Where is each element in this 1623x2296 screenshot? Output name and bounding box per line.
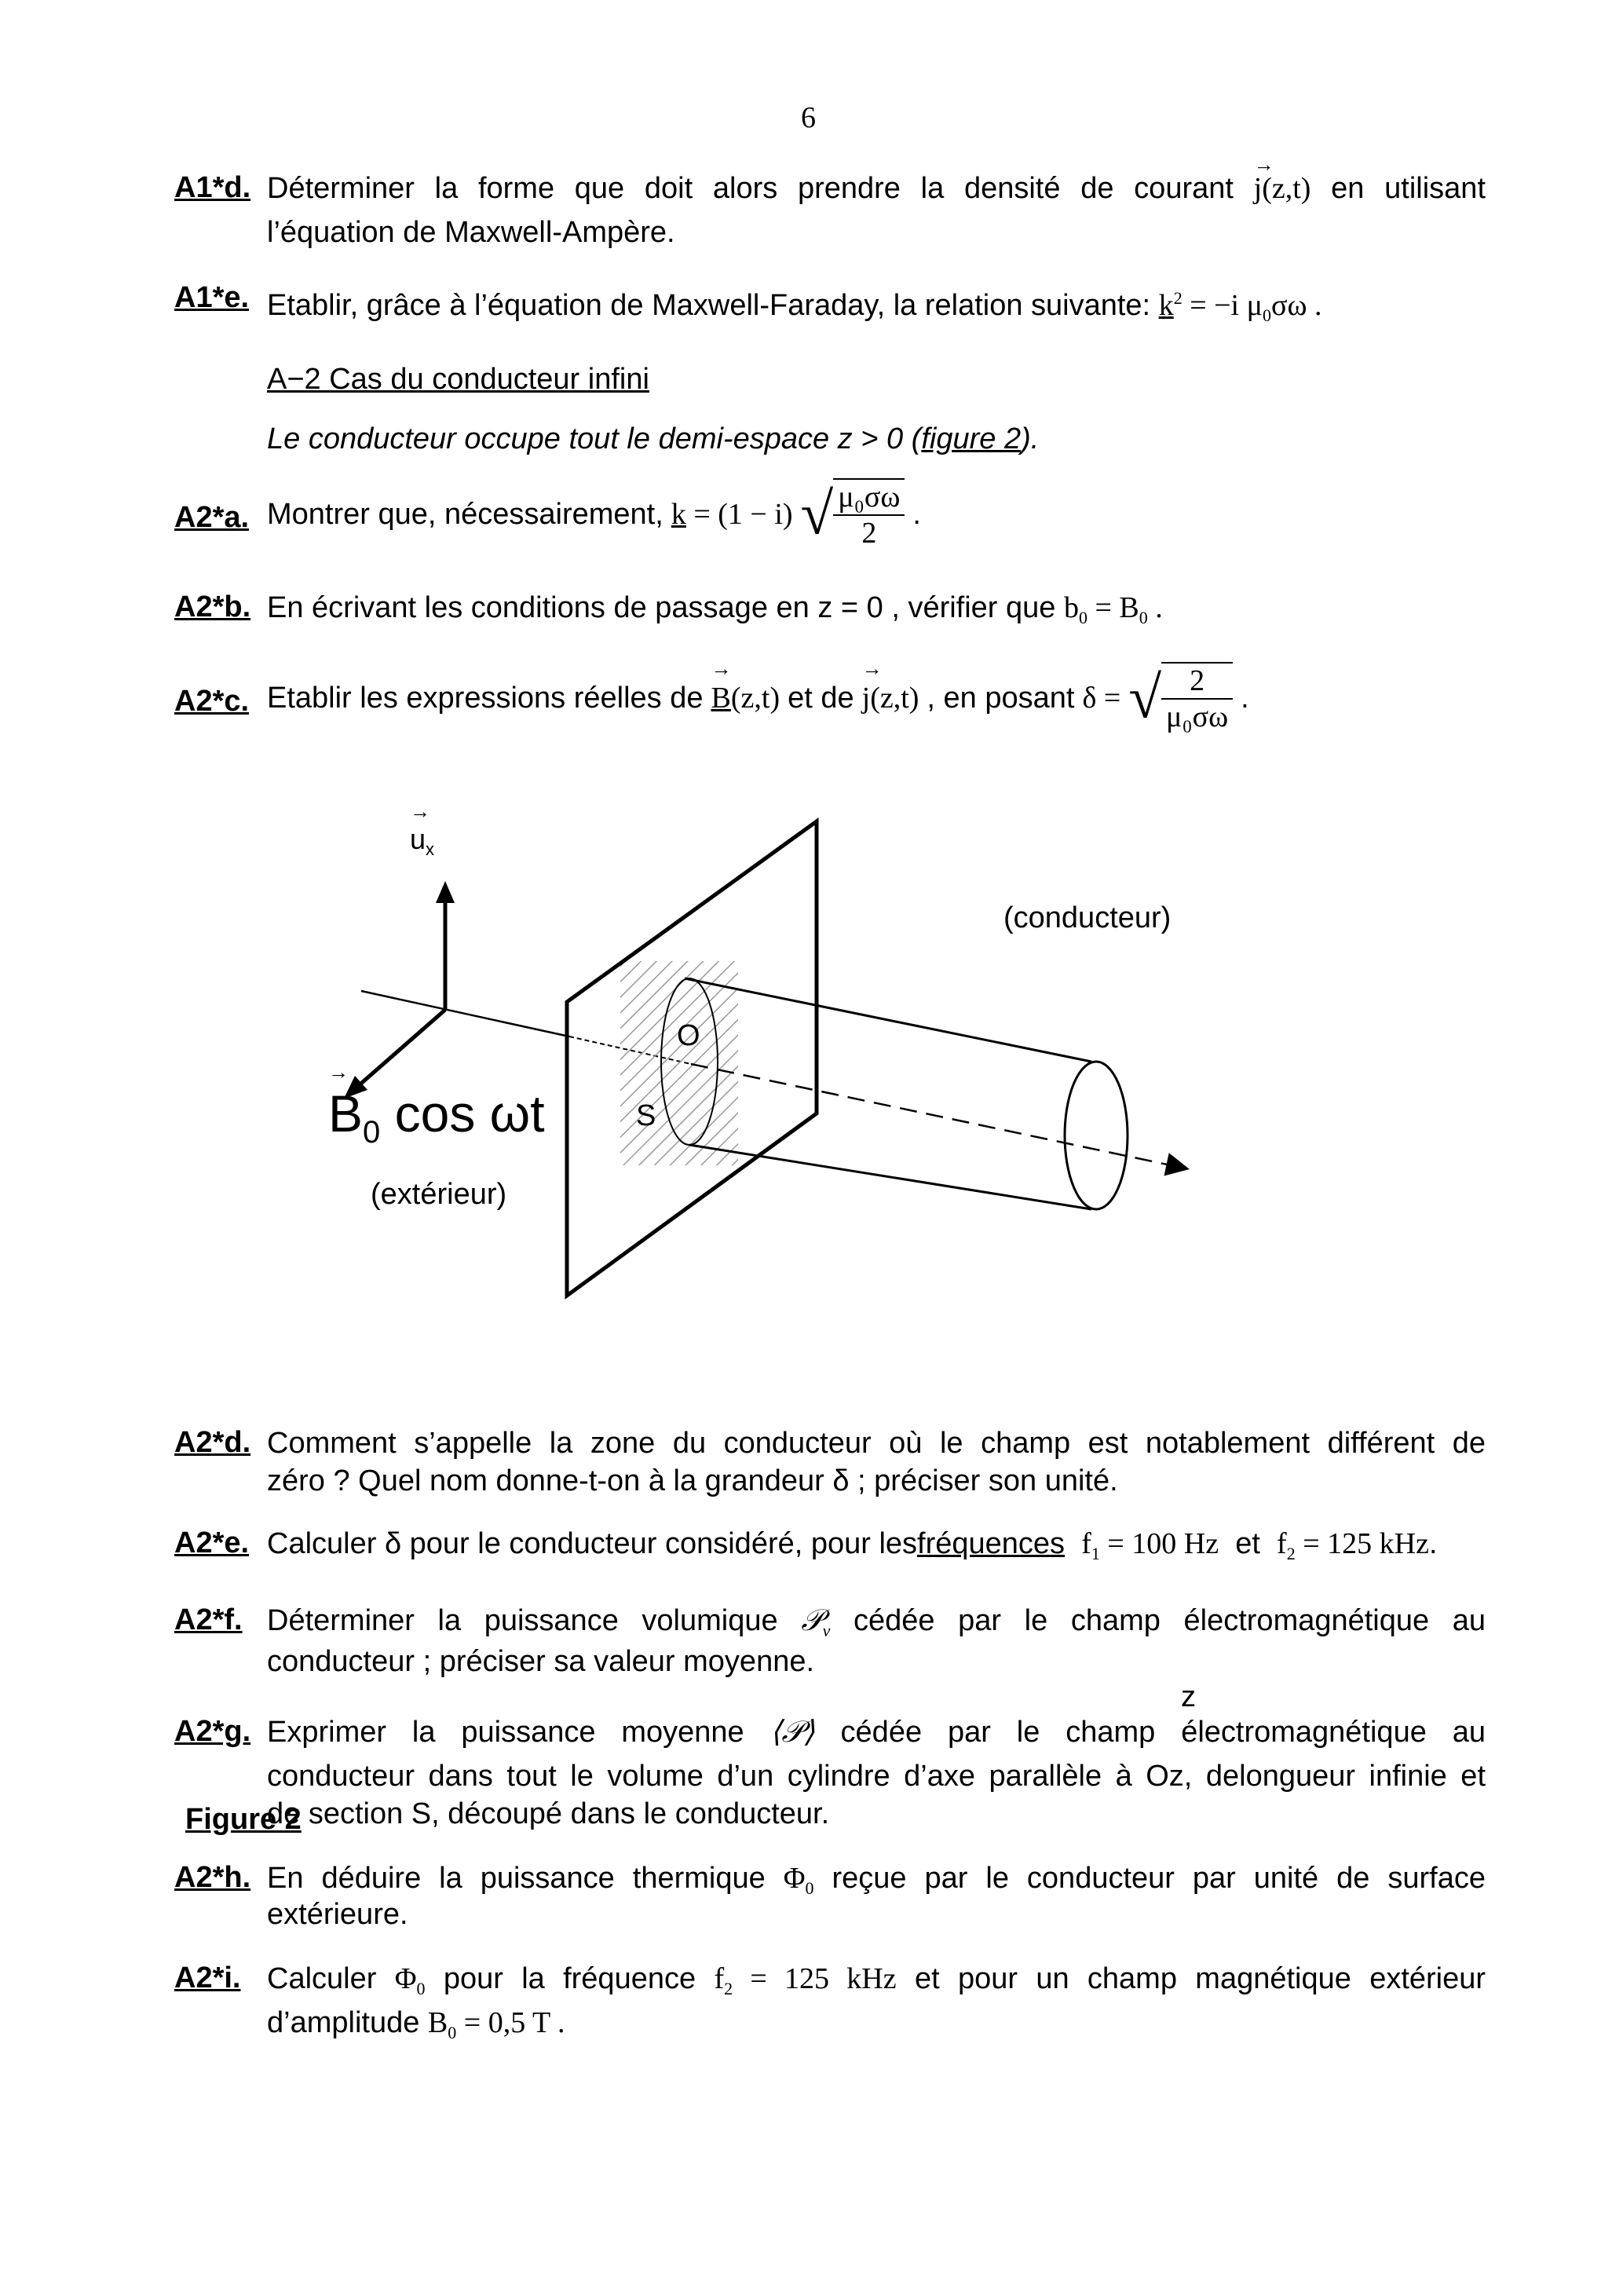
question-text-a1d-line2: l’équation de Maxwell-Ampère. (267, 216, 675, 249)
question-text-a2e: Calculer δ pour le conducteur considéré, pour lesfréquences $f_1 = 100$ Hz et $f_2 = 125$ kHz. (267, 1527, 1438, 1563)
conductor-label: (conducteur) (1003, 901, 1172, 934)
axis-line (361, 991, 569, 1036)
question-text-a2f: Déterminer la puissance volumique 𝒫$_v$ cédée par le champ électromagnétique au (267, 1604, 1486, 1640)
surface-s-label: S (636, 1099, 656, 1132)
question-text-a2d-line2: zéro ? Quel nom donne-t-on à la grandeur δ ; préciser son unité. (267, 1464, 1118, 1497)
question-label-a2a: A2*a. (174, 501, 250, 534)
figure-reference: figure 2 (921, 422, 1022, 455)
cylinder-bottom-edge (689, 1145, 1091, 1209)
question-label-a2f: A2*f. (174, 1603, 243, 1636)
question-text-a2b: En écrivant les conditions de passage en z = 0 , vérifier que $b_0 = B_0$ . (267, 591, 1163, 627)
cylinder-far-ellipse (1065, 1062, 1128, 1209)
question-text-a2g-line2: conducteur dans tout le volume d’un cylindre d’axe parallèle à Oz, delongueur infinie et (267, 1760, 1486, 1793)
ux-axis-label: → $u_x$ (410, 823, 434, 860)
question-text-a1d: Déterminer la forme que doit alors prendre la densité de courant → j(z,t) en utilisant (267, 166, 1486, 210)
page-number: 6 (801, 101, 816, 134)
question-text-a2d: Comment s’appelle la zone du conducteur où le champ est notablement différent de (267, 1427, 1486, 1460)
b0-axis-arrow (357, 1010, 445, 1087)
question-text-a2i: Calculer $\Phi_0$ pour la fréquence $f_2 = 125$ kHz et pour un champ magnétique extérieur (267, 1962, 1486, 1998)
question-label-a2b: A2*b. (174, 590, 251, 623)
question-text-a2a: Montrer que, nécessairement, k = (1 − i) √ $\frac{\text{μ₀σω}}{2}$ . (267, 471, 921, 558)
question-label-a2c: A2*c. (174, 685, 250, 718)
question-text-a2g: Exprimer la puissance moyenne ⟨𝒫⟩ cédée par le champ électromagnétique au (267, 1716, 1486, 1749)
figure-caption: Figure 2 (185, 1803, 302, 1836)
question-label-a1d: A1*d. (174, 171, 251, 204)
question-label-a2g: A2*g. (174, 1715, 251, 1748)
origin-label: O (677, 1019, 700, 1052)
question-text-a2c: Etablir les expressions réelles de → B(z,t) et de → j(z,t) , en posant δ = √ $\frac{2}{\text{μ₀σω}}$ . (267, 655, 1249, 741)
question-text-a2f-line2: conducteur ; préciser sa valeur moyenne. (267, 1645, 815, 1678)
figure-z-label: z (1181, 1680, 1196, 1713)
question-label-a2i: A2*i. (174, 1961, 241, 1994)
question-text-a2i-line2: d’amplitude $B_0 = 0,5$ T . (267, 2006, 565, 2042)
section-intro-a2: Le conducteur occupe tout le demi-espace z > 0 (figure 2). (267, 422, 1040, 455)
question-label-a2h: A2*h. (174, 1861, 251, 1894)
question-text-a2g-line3: de section S, découpé dans le conducteur. (267, 1797, 830, 1830)
question-label-a2d: A2*d. (174, 1426, 251, 1459)
question-label-a1e: A1*e. (174, 281, 250, 314)
question-text-a1e: Etablir, grâce à l’équation de Maxwell-Faraday, la relation suivante: $k^2 = -i$ $\mu_0\sigma\omega$ . (267, 288, 1322, 325)
section-heading-a2: A−2 Cas du conducteur infini (267, 363, 649, 396)
cylinder-top-edge (685, 978, 1091, 1062)
exterior-label: (extérieur) (371, 1178, 507, 1211)
field-b0-label: → $B_0$ cos ωt (328, 1084, 545, 1150)
question-label-a2e: A2*e. (174, 1526, 250, 1559)
surface-s-hatching (620, 961, 738, 1165)
question-text-a2h-line2: extérieure. (267, 1898, 408, 1931)
question-text-a2h: En déduire la puissance thermique $\Phi_0$ reçue par le conducteur par unité de surface (267, 1862, 1486, 1898)
